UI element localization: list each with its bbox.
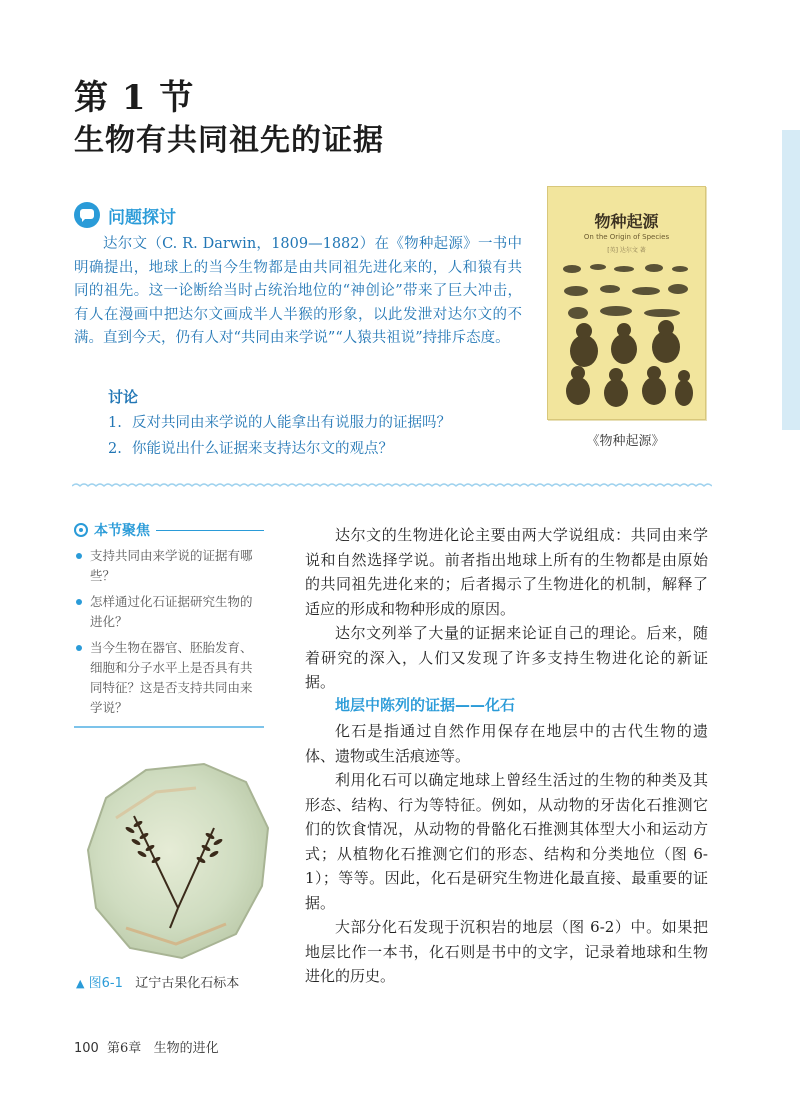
chapter-number: 第6章 [106,1041,142,1056]
focus-item: 怎样通过化石证据研究生物的进化？ [74,592,264,632]
question-heading [74,202,176,228]
question-number: 2. [108,441,122,457]
body-text: 达尔文列举了大量的证据来论证自己的理论。后来，随着研究的深入，人们又发现了许多支持生物进化论的新证据。 [305,624,708,691]
question-number: 1. [108,415,122,431]
focus-heading-label: 本节聚焦 [94,523,150,539]
body-paragraph [305,523,708,621]
side-tab-strip [782,130,800,430]
book-cover-subtitle: On the Origin of Species [583,233,670,241]
fossil-photo [86,758,271,963]
subsection-heading: 地层中陈列的证据——化石 [335,696,516,714]
section-focus-box [74,520,264,728]
target-icon [74,523,88,537]
chapter-title: 生物的进化 [153,1041,219,1056]
question-text: 反对共同由来学说的人能拿出有说服力的证据吗？ [132,415,451,431]
discussion-question [108,411,538,432]
body-paragraph [305,621,708,695]
body-text: 利用化石可以确定地球上曾经生活过的生物的种类及其形态、结构、行为等特征。例如，从动物的牙齿化石推测它们的饮食情况，从动物的骨骼化石推测其体型大小和运动方式；从植物化石推测它们的形态、结构和分类地位（图 6-1）；等等。因此，化石是研究生物进化最直接、最重要的证据。 [305,771,708,912]
focus-heading-rule [156,530,264,531]
section-number: 第 1 节 [74,78,195,118]
figure-marker-icon: ▲ [76,977,85,990]
animal-illustrations-icon [558,259,695,409]
focus-item: 支持共同由来学说的证据有哪些？ [74,546,264,586]
body-text: 化石是指通过自然作用保存在地层中的古代生物的遗体、遗物或生活痕迹等。 [305,722,708,765]
book-cover-credit: [英] 达尔文 著 [607,247,646,254]
book-cover-image [547,186,706,420]
figure-number: 图6-1 [88,976,123,991]
book-cover-title: 物种起源 [594,212,659,231]
focus-bottom-rule [74,726,264,728]
discussion-label: 讨论 [108,388,139,406]
wavy-divider [72,482,712,490]
discussion-question [108,437,538,458]
question-heading-label: 问题探讨 [108,207,176,228]
figure-caption-text: 辽宁古果化石标本 [135,976,240,991]
focus-heading [74,520,264,540]
book-caption: 《物种起源》 [586,434,665,449]
figure-caption [76,972,239,991]
question-text: 你能说出什么证据来支持达尔文的观点？ [132,441,393,457]
speech-bubble-icon [74,202,100,228]
body-text: 达尔文的生物进化论主要由两大学说组成：共同由来学说和自然选择学说。前者指出地球上所有的生物都是由原始的共同祖先进化来的；后者揭示了生物进化的机制，解释了适应的形成和物种形成的原因。 [305,526,708,618]
focus-item: 当今生物在器官、胚胎发育、细胞和分子水平上是否具有共同特征？这是否支持共同由来学说？ [74,638,264,718]
question-paragraph: 达尔文（C. R. Darwin，1809—1882）在《物种起源》一书中明确提出，地球上的当今生物都是由共同祖先进化来的，人和猿有共同的祖先。这一论断给当时占统治地位的“神创论”带来了巨大冲击，有人在漫画中把达尔文画成半人半猴的形象，以此发泄对达尔文的不满。直到今天，仍有人对“共同由来学说”“人猿共祖说”持排斥态度。 [74,236,522,346]
page-footer [74,1037,219,1056]
body-section [305,719,708,989]
section-title: 生物有共同祖先的证据 [74,123,384,158]
page-number: 100 [74,1041,99,1056]
body-text: 大部分化石发现于沉积岩的地层（图 6-2）中。如果把地层比作一本书，化石则是书中的文字，记录着地球和生物进化的历史。 [305,918,708,985]
